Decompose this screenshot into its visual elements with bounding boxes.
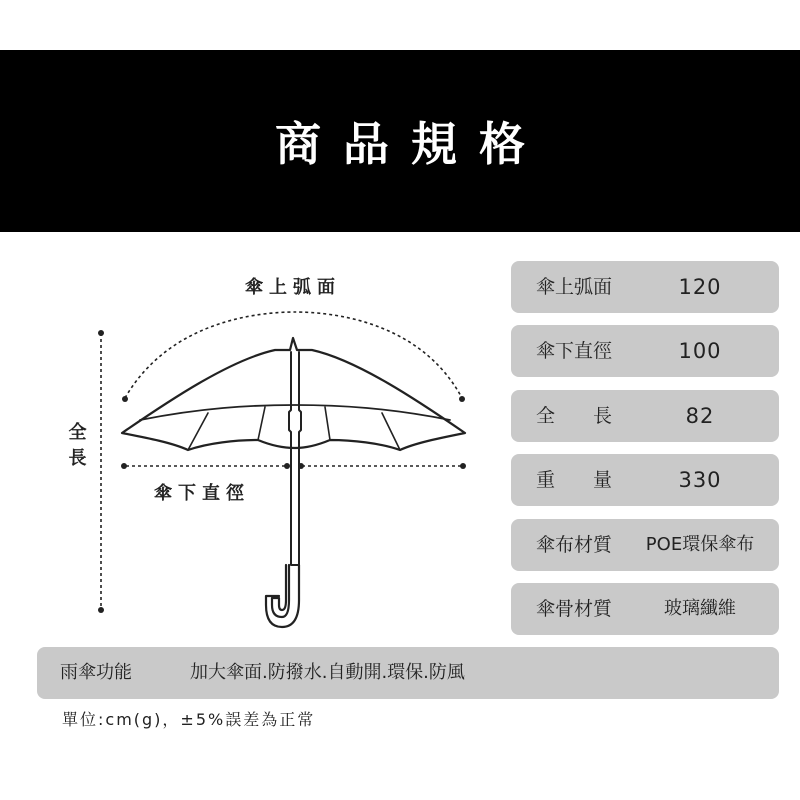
function-value: 加大傘面.防撥水.自動開.環保.防風 (190, 662, 465, 683)
spec-row-total-length (511, 390, 779, 442)
umbrella-shaft (289, 352, 301, 565)
dimension-dot (460, 463, 466, 469)
dimension-dot (98, 330, 104, 336)
spec-label: 傘下直徑 (536, 340, 613, 362)
total-length-label: 全長 (65, 422, 87, 474)
unit-note: 單位:cm(g)，±5%誤差為正常 (62, 710, 316, 729)
dimension-dot (121, 463, 127, 469)
top-arc-label: 傘上弧面 (245, 277, 341, 298)
dimension-dot (98, 607, 104, 613)
canopy-rib (325, 407, 330, 440)
spec-value: 330 (678, 468, 722, 492)
umbrella-canopy (122, 338, 465, 450)
umbrella-diagram (0, 232, 500, 642)
bottom-diameter-label: 傘下直徑 (154, 483, 250, 504)
spec-row-top-arc (511, 261, 779, 313)
spec-label: 傘布材質 (536, 534, 613, 556)
spec-value: 82 (685, 404, 715, 428)
spec-value: 100 (678, 339, 722, 363)
spec-label: 傘上弧面 (536, 276, 613, 298)
spec-value: 120 (678, 275, 722, 299)
canopy-rib (258, 407, 265, 440)
umbrella-handle (272, 565, 289, 617)
dimension-dot (459, 396, 465, 402)
title-banner (0, 50, 800, 232)
dimension-dot (284, 463, 290, 469)
function-label: 雨傘功能 (60, 662, 132, 683)
top-arc-dimension (125, 312, 462, 398)
spec-label: 重 量 (536, 469, 613, 491)
dimension-dot (122, 396, 128, 402)
spec-row-canopy-material (511, 519, 779, 571)
spec-row-bottom-diameter (511, 325, 779, 377)
spec-row-rib-material (511, 583, 779, 635)
function-row (37, 647, 779, 699)
dimension-dot (298, 463, 304, 469)
spec-row-weight (511, 454, 779, 506)
page-title: 商品規格 (275, 117, 547, 171)
spec-value: POE環保傘布 (645, 534, 755, 555)
canopy-inner-edge (140, 405, 450, 420)
spec-value: 玻璃纖維 (664, 598, 736, 619)
spec-label: 傘骨材質 (536, 598, 613, 620)
spec-label: 全 長 (536, 405, 613, 427)
